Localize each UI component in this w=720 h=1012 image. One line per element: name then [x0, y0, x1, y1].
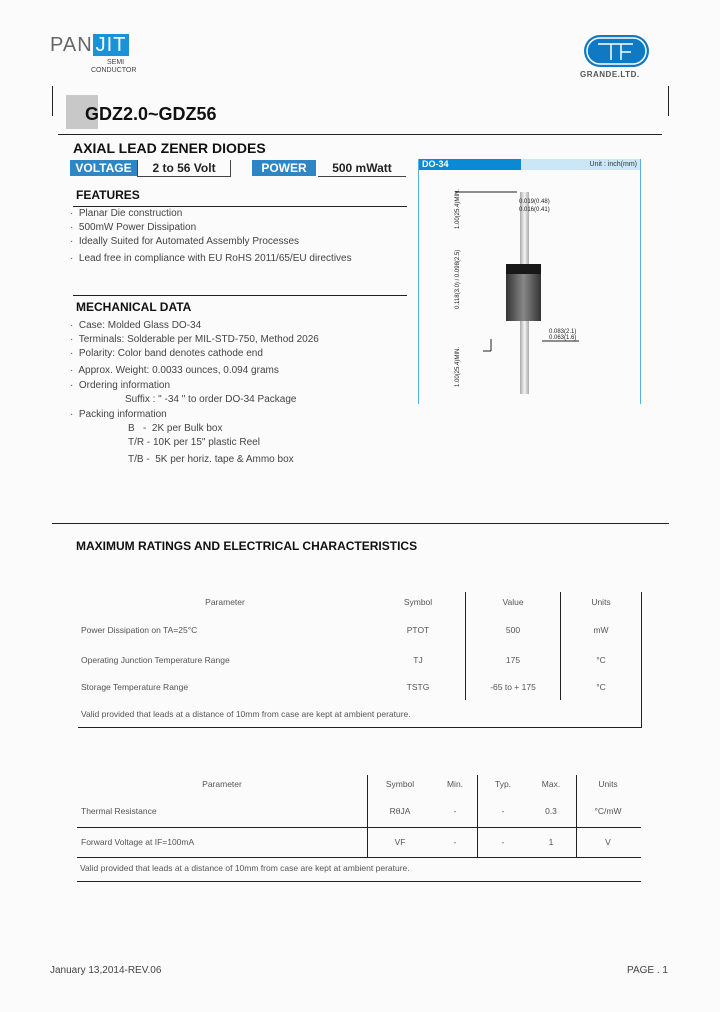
column-header: Min.	[446, 779, 464, 789]
row-divider	[77, 857, 641, 858]
list-item: · Lead free in compliance with EU RoHS 2011/65/EU directives	[70, 253, 352, 264]
col-divider	[560, 592, 561, 700]
mech-text: Polarity: Color band denotes cathode end	[78, 348, 263, 359]
list-item: · Polarity: Color band denotes cathode end	[70, 348, 263, 359]
subtitle: AXIAL LEAD ZENER DIODES	[73, 140, 266, 156]
dim-lead-len-bot: 1.00(25.4)MIN.	[455, 346, 461, 387]
mech-text: Packing information	[78, 409, 167, 420]
list-item: · 500mW Power Dissipation	[70, 222, 197, 233]
cell-parameter: Operating Junction Temperature Range	[81, 655, 230, 665]
column-header: Parameter	[202, 779, 242, 789]
list-item: · Packing information	[70, 409, 167, 420]
packing-item: T/B - 5K per horiz. tape & Ammo box	[128, 454, 294, 465]
package-name: DO-34	[419, 159, 521, 170]
cell-value: 500	[505, 625, 521, 635]
cell-units: mW	[593, 625, 609, 635]
packing-item: T/R - 10K per 15" plastic Reel	[128, 437, 260, 448]
table-note: Valid provided that leads at a distance of 10mm from case are kept at ambient perature.	[81, 709, 411, 719]
feature-text: Planar Die construction	[78, 208, 183, 219]
cell-min: -	[453, 806, 457, 816]
column-header: Max.	[541, 779, 561, 789]
mech-text: Terminals: Solderable per MIL-STD-750, Method 2026	[78, 334, 319, 345]
col-divider	[576, 775, 577, 857]
row-divider	[78, 727, 642, 728]
cell-parameter: Forward Voltage at IF=100mA	[81, 837, 195, 847]
mech-text: Ordering information	[78, 380, 171, 391]
dim-lead-len-top: 1.00(25.4)MIN.	[455, 188, 461, 229]
logo-jit-text: JIT	[93, 34, 130, 56]
cell-parameter: Storage Temperature Range	[81, 682, 189, 692]
column-header: Symbol	[385, 779, 415, 789]
feature-text: Lead free in compliance with EU RoHS 2011/65/EU directives	[78, 253, 352, 264]
divider	[52, 523, 669, 524]
feature-text: 500mW Power Dissipation	[78, 222, 197, 233]
mech-text: Approx. Weight: 0.0033 ounces, 0.094 grams	[78, 365, 279, 376]
power-label: POWER	[252, 160, 316, 176]
package-panel	[418, 159, 641, 404]
column-header: Units	[598, 779, 618, 789]
cell-units: °C/mW	[594, 806, 622, 816]
cell-units: °C	[596, 682, 606, 692]
list-item: · Ordering information	[70, 380, 171, 391]
column-header: Units	[591, 597, 611, 607]
row-divider	[77, 881, 641, 882]
cell-value: 175	[505, 655, 521, 665]
list-item: · Ideally Suited for Automated Assembly Processes	[70, 236, 300, 247]
col-divider	[641, 592, 642, 727]
voltage-value: 2 to 56 Volt	[137, 160, 231, 177]
cell-value: -65 to + 175	[490, 682, 536, 692]
divider	[73, 206, 407, 207]
features-title: FEATURES	[76, 188, 140, 202]
column-header: Symbol	[403, 597, 433, 607]
cell-symbol: PTOT	[406, 625, 430, 635]
dim-lead-dia-min: 0.016(0.41)	[519, 207, 550, 213]
cell-units: °C	[596, 655, 606, 665]
dim-body-dia-max: 0.083(2.1)	[549, 329, 577, 335]
cell-symbol: TSTG	[406, 682, 430, 692]
voltage-label: VOLTAGE	[70, 160, 137, 176]
page-title: GDZ2.0~GDZ56	[85, 104, 217, 124]
logo-pan-text: PAN	[50, 34, 93, 56]
table-note: Valid provided that leads at a distance of 10mm from case are kept at ambient perature.	[80, 863, 410, 873]
grande-logo-text: GRANDE.LTD.	[580, 70, 640, 79]
feature-text: Ideally Suited for Automated Assembly Processes	[78, 236, 300, 247]
col-divider	[367, 775, 368, 857]
cell-units: V	[605, 837, 611, 847]
cell-max: 0.3	[545, 806, 557, 816]
dim-body-len: 0.118(3.0) / 0.098(2.5)	[455, 249, 461, 309]
list-item: · Case: Molded Glass DO-34	[70, 320, 202, 331]
panjit-logo	[50, 34, 129, 57]
cathode-band	[506, 264, 541, 274]
suffix-text: Suffix : " -34 " to order DO-34 Package	[125, 394, 297, 405]
cell-parameter: Power Dissipation on TA=25°C	[81, 625, 198, 635]
dim-lead-dia-max: 0.019(0.48)	[519, 199, 550, 205]
frame-left	[52, 86, 53, 116]
power-value: 500 mWatt	[318, 160, 406, 177]
cell-parameter: Thermal Resistance	[81, 806, 157, 816]
list-item: · Terminals: Solderable per MIL-STD-750, Method 2026	[70, 334, 319, 345]
cell-typ: -	[501, 806, 505, 816]
footer-date: January 13,2014-REV.06	[50, 965, 162, 976]
column-header: Value	[502, 597, 524, 607]
col-divider	[465, 592, 466, 700]
column-header: Typ.	[494, 779, 512, 789]
packing-item: B - 2K per Bulk box	[128, 423, 223, 434]
grande-logo-icon	[583, 34, 669, 68]
footer-page: PAGE . 1	[627, 965, 668, 976]
cell-symbol: TJ	[413, 655, 423, 665]
logo-sub2: CONDUCTOR	[91, 67, 137, 74]
cell-max: 1	[548, 837, 554, 847]
mech-text: Case: Molded Glass DO-34	[78, 320, 202, 331]
column-header: Parameter	[205, 597, 245, 607]
col-divider	[477, 775, 478, 857]
mechanical-title: MECHANICAL DATA	[76, 300, 192, 314]
divider	[73, 295, 407, 296]
cell-symbol: VF	[394, 837, 406, 847]
unit-label: Unit : inch(mm)	[589, 161, 637, 168]
cell-min: -	[453, 837, 457, 847]
do34-diagram	[419, 170, 640, 404]
divider	[58, 134, 662, 135]
row-divider	[77, 827, 641, 828]
list-item: · Planar Die construction	[70, 208, 183, 219]
cell-symbol: RθJA	[389, 806, 411, 816]
logo-sub1: SEMI	[107, 59, 125, 66]
dim-body-dia-min: 0.063(1.6)	[549, 335, 577, 341]
ratings-title: MAXIMUM RATINGS AND ELECTRICAL CHARACTERISTICS	[76, 539, 418, 553]
frame-right	[668, 86, 669, 116]
list-item: · Approx. Weight: 0.0033 ounces, 0.094 grams	[70, 365, 279, 376]
cell-typ: -	[501, 837, 505, 847]
